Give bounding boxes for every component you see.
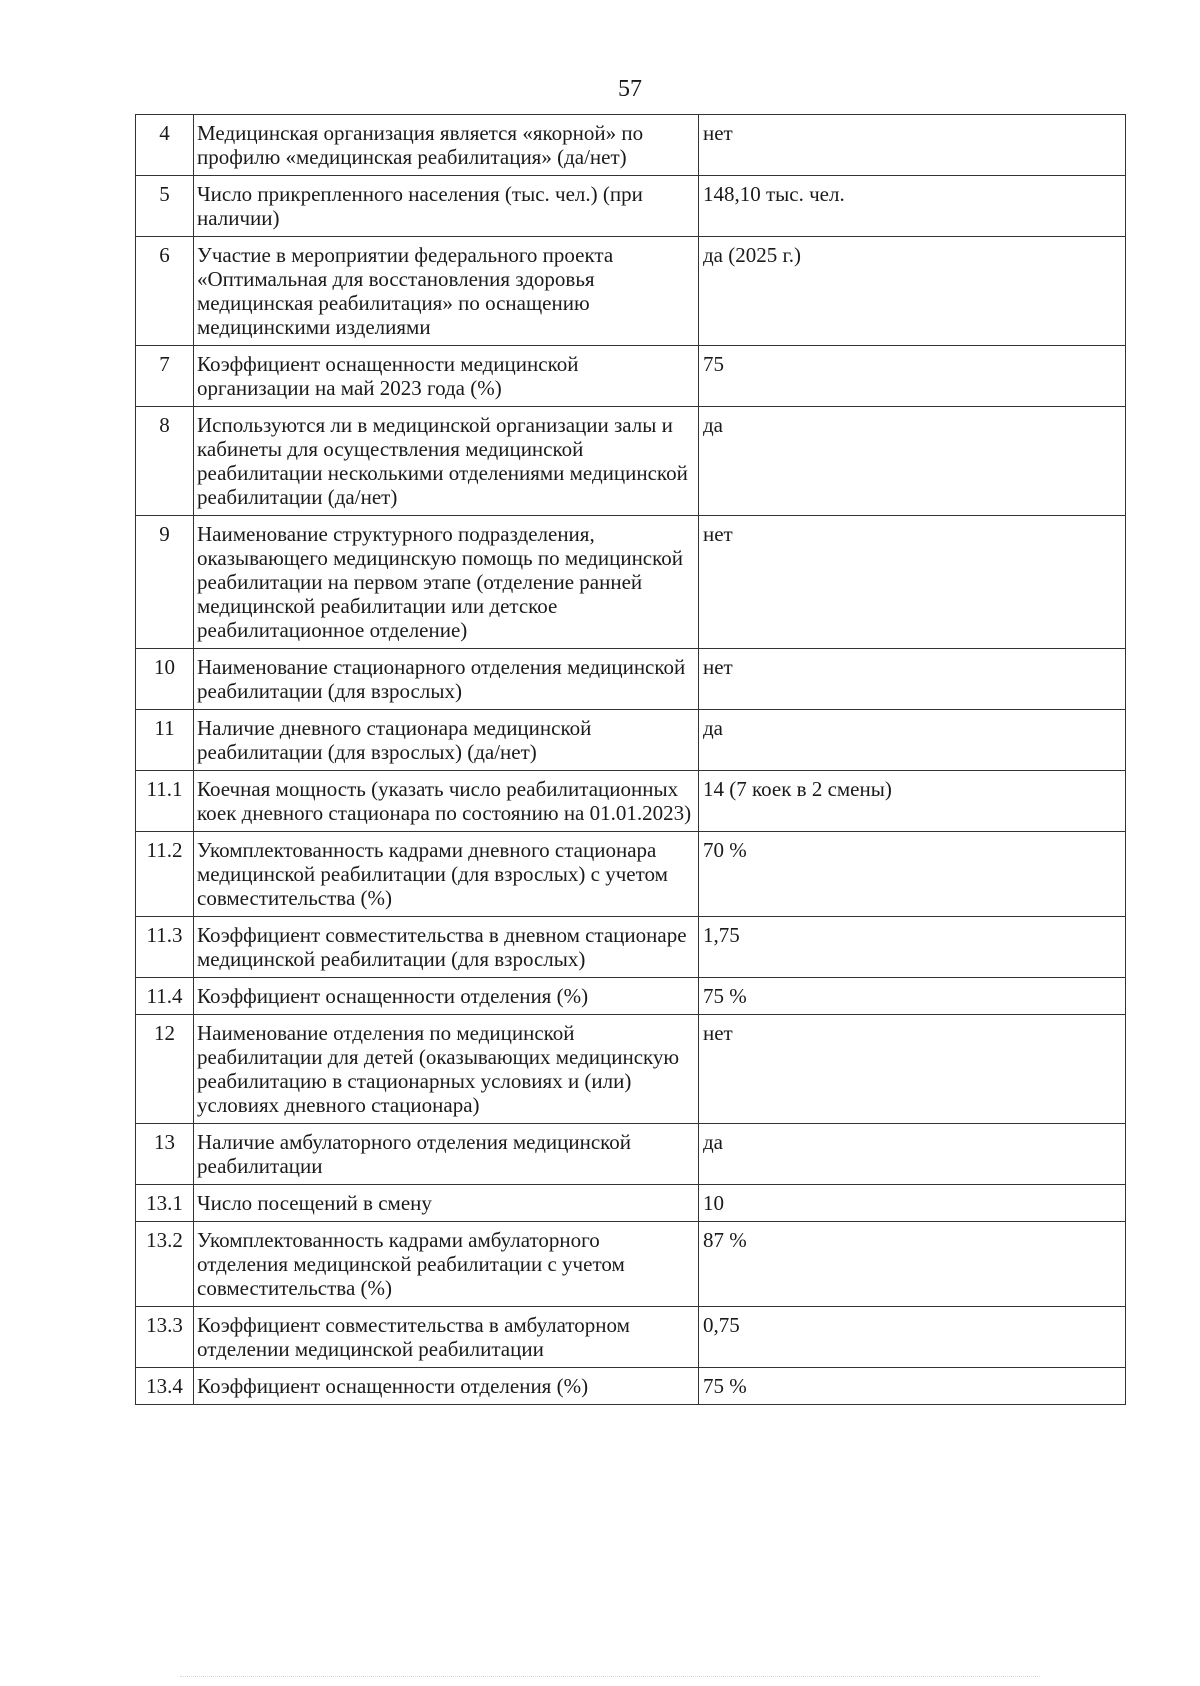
row-parameter: Наименование стационарного отделения медицинской реабилитации (для взрослых) — [194, 649, 699, 710]
row-value: да — [699, 407, 1126, 516]
row-parameter: Наличие дневного стационара медицинской реабилитации (для взрослых) (да/нет) — [194, 710, 699, 771]
row-value: 75 — [699, 346, 1126, 407]
row-number: 9 — [136, 516, 194, 649]
row-number: 13.1 — [136, 1185, 194, 1222]
row-value: да — [699, 1124, 1126, 1185]
row-parameter: Коэффициент оснащенности медицинской организации на май 2023 года (%) — [194, 346, 699, 407]
row-parameter: Укомплектованность кадрами амбулаторного отделения медицинской реабилитации с учетом совместительства (%) — [194, 1222, 699, 1307]
row-number: 4 — [136, 115, 194, 176]
table-row — [136, 978, 1126, 1015]
table-row — [136, 176, 1126, 237]
row-number: 11.4 — [136, 978, 194, 1015]
row-number: 11.1 — [136, 771, 194, 832]
table-row — [136, 115, 1126, 176]
row-value: 70 % — [699, 832, 1126, 917]
row-parameter: Медицинская организация является «якорной» по профилю «медицинская реабилитация» (да/нет) — [194, 115, 699, 176]
row-parameter: Участие в мероприятии федерального проекта «Оптимальная для восстановления здоровья медицинская реабилитация» по оснащению медицинскими изделиями — [194, 237, 699, 346]
table-row — [136, 1222, 1126, 1307]
row-number: 11.2 — [136, 832, 194, 917]
row-value: нет — [699, 115, 1126, 176]
data-table — [135, 114, 1126, 1405]
row-value: да (2025 г.) — [699, 237, 1126, 346]
row-value: нет — [699, 516, 1126, 649]
row-parameter: Число прикрепленного населения (тыс. чел.) (при наличии) — [194, 176, 699, 237]
row-number: 12 — [136, 1015, 194, 1124]
page-number: 57 — [618, 76, 642, 102]
row-value: 87 % — [699, 1222, 1126, 1307]
row-number: 13.4 — [136, 1368, 194, 1405]
table-row — [136, 771, 1126, 832]
row-parameter: Коэффициент совместительства в амбулаторном отделении медицинской реабилитации — [194, 1307, 699, 1368]
row-number: 13.3 — [136, 1307, 194, 1368]
scan-edge-marks — [180, 1676, 1040, 1679]
row-parameter: Наименование структурного подразделения, оказывающего медицинскую помощь по медицинской реабилитации на первом этапе (отделение ранней медицинской реабилитации или детское реабилитационное отделение) — [194, 516, 699, 649]
row-value: 0,75 — [699, 1307, 1126, 1368]
row-value: 75 % — [699, 1368, 1126, 1405]
table-row — [136, 1015, 1126, 1124]
row-value: да — [699, 710, 1126, 771]
row-number: 11.3 — [136, 917, 194, 978]
row-number: 11 — [136, 710, 194, 771]
row-parameter: Коечная мощность (указать число реабилитационных коек дневного стационара по состоянию на 01.01.2023) — [194, 771, 699, 832]
table-row — [136, 516, 1126, 649]
table-row — [136, 1185, 1126, 1222]
table-row — [136, 407, 1126, 516]
table-row — [136, 1307, 1126, 1368]
row-value: 148,10 тыс. чел. — [699, 176, 1126, 237]
row-parameter: Наименование отделения по медицинской реабилитации для детей (оказывающих медицинскую реабилитацию в стационарных условиях и (или) условиях дневного стационара) — [194, 1015, 699, 1124]
table-row — [136, 649, 1126, 710]
row-parameter: Коэффициент оснащенности отделения (%) — [194, 978, 699, 1015]
row-parameter: Число посещений в смену — [194, 1185, 699, 1222]
row-number: 13 — [136, 1124, 194, 1185]
row-value: 14 (7 коек в 2 смены) — [699, 771, 1126, 832]
row-number: 6 — [136, 237, 194, 346]
row-parameter: Используются ли в медицинской организации залы и кабинеты для осуществления медицинской реабилитации несколькими отделениями медицинской реабилитации (да/нет) — [194, 407, 699, 516]
row-value: 10 — [699, 1185, 1126, 1222]
row-number: 10 — [136, 649, 194, 710]
row-parameter: Коэффициент оснащенности отделения (%) — [194, 1368, 699, 1405]
table-row — [136, 346, 1126, 407]
table-row — [136, 237, 1126, 346]
table-row — [136, 1124, 1126, 1185]
row-number: 13.2 — [136, 1222, 194, 1307]
row-value: 75 % — [699, 978, 1126, 1015]
row-number: 8 — [136, 407, 194, 516]
table-row — [136, 1368, 1126, 1405]
row-parameter: Коэффициент совместительства в дневном стационаре медицинской реабилитации (для взрослых) — [194, 917, 699, 978]
table-row — [136, 917, 1126, 978]
row-parameter: Наличие амбулаторного отделения медицинской реабилитации — [194, 1124, 699, 1185]
row-value: нет — [699, 1015, 1126, 1124]
row-value: 1,75 — [699, 917, 1126, 978]
table-row — [136, 710, 1126, 771]
row-number: 5 — [136, 176, 194, 237]
table-row — [136, 832, 1126, 917]
row-number: 7 — [136, 346, 194, 407]
row-parameter: Укомплектованность кадрами дневного стационара медицинской реабилитации (для взрослых) с учетом совместительства (%) — [194, 832, 699, 917]
row-value: нет — [699, 649, 1126, 710]
